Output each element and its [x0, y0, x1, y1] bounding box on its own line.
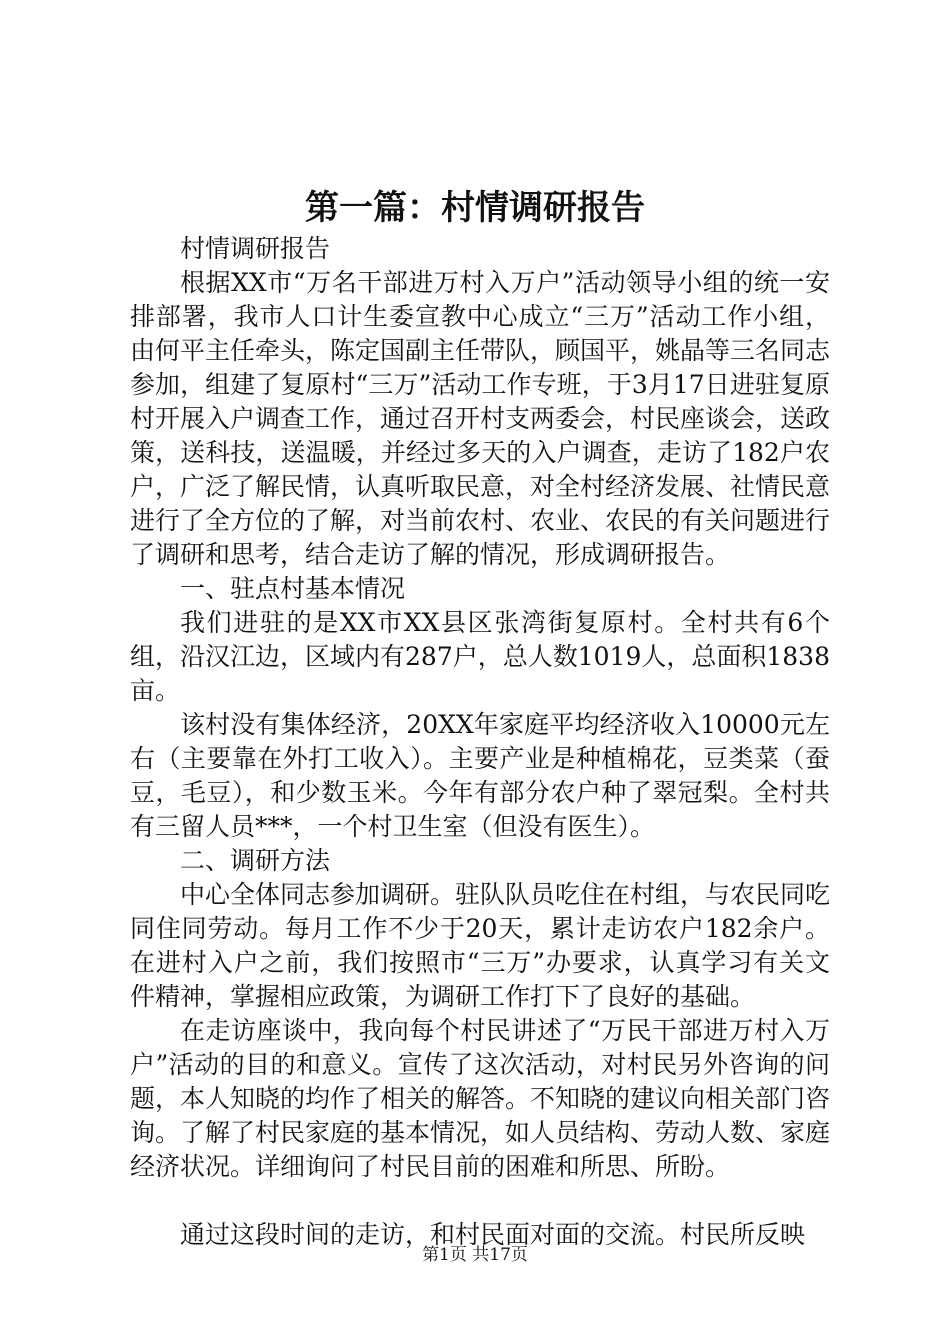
paragraph-conclusion-start: 通过这段时间的走访，和村民面对面的交流。村民所反映 — [180, 1220, 806, 1249]
subtitle-paragraph: 村情调研报告 — [180, 234, 331, 263]
paragraph-interviews: 在走访座谈中，我向每个村民讲述了“万民干部进万村入万户”活动的目的和意义。宣传了这次活动，对村民另外咨询的问题，本人知晓的均作了相关的解答。不知晓的建议向相关部门咨询。了解了村民家庭的基本情况，如人员结构、劳动人数、家庭经济状况。详细询问了村民目前的困难和所思、所盼。 — [130, 1016, 831, 1181]
intro-paragraph: 根据XX市“万名干部进万村入万户”活动领导小组的统一安排部署，我市人口计生委宣教中心成立“三万”活动工作小组，由何平主任牵头，陈定国副主任带队，顾国平，姚晶等三名同志参加，组建了复原村“三万”活动工作专班，于3月17日进驻复原村开展入户调查工作，通过召开村支两委会，村民座谈会，送政策，送科技，送温暖，并经过多天的入户调查，走访了182户农户，广泛了解民情，认真听取民意，对全村经济发展、社情民意进行了全方位的了解，对当前农村、农业、农民的有关问题进行了调研和思考，结合走访了解的情况，形成调研报告。 — [130, 268, 831, 569]
section-heading-basic-info: 一、驻点村基本情况 — [180, 574, 406, 603]
section-heading-methods: 二、调研方法 — [180, 846, 331, 875]
document-body — [130, 232, 830, 1252]
paragraph-village-economy: 该村没有集体经济，20XX年家庭平均经济收入10000元左右（主要靠在外打工收入）。主要产业是种植棉花，豆类菜（蚕豆，毛豆），和少数玉米。今年有部分农户种了翠冠梨。全村共有三留人员***，一个村卫生室（但没有医生）。 — [130, 710, 830, 841]
page-footer: 第1页 共17页 — [422, 1245, 528, 1265]
document-title: 第一篇：村情调研报告 — [305, 188, 645, 228]
paragraph-village-overview: 我们进驻的是XX市XX县区张湾街复原村。全村共有6个组，沿汉江边，区域内有287户，总人数1019人，总面积1838亩。 — [130, 608, 830, 705]
paragraph-methods: 中心全体同志参加调研。驻队队员吃住在村组，与农民同吃同住同劳动。每月工作不少于20天，累计走访农户182余户。在进村入户之前，我们按照市“三万”办要求，认真学习有关文件精神，掌握相应政策，为调研工作打下了良好的基础。 — [130, 880, 831, 1011]
